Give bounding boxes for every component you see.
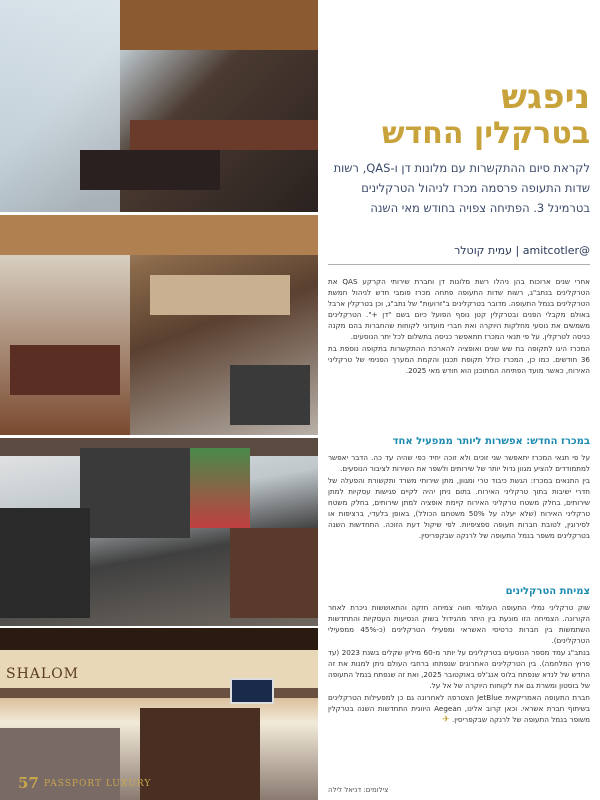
page-number: 57: [18, 774, 39, 792]
section2-heading: צמיחת הטרקלינים: [505, 586, 590, 597]
article-lede: לקראת סיום ההתקשרות עם מלונות דן ו-QAS, רשות שדות התעופה פרסמה מכרז לניהול הטרקלינים בטרמינל 3. הפתיחה צפויה בחודש מאי השנה: [333, 161, 590, 215]
airplane-icon: ✈: [442, 715, 450, 725]
section2-body: [328, 602, 590, 727]
photo-lounge-seating: [0, 215, 318, 435]
article-title-line1: ניפגש: [501, 77, 590, 117]
section2-paragraph: בנתב"ג עמד מספר הנוסעים בטרקלינים על יותר מ-60 מיליון שקלים בשנת 2023 (עד פרוץ המלחמה). בין הטרקלינים האחרונים שנפתחו ברחבי העולם ניתן למנות את זה החדש של לנדא שנפתח בלוס אנג'לס באוקטובר 2025, ואת זה שנפתח בנמל התעופה של בוסטון ומשרת גם את לקוחות היוקרה של אל על.: [328, 648, 591, 690]
photo-credit: צילומים: דניאל לילה: [328, 786, 389, 794]
section2-paragraph: [328, 692, 590, 726]
article-column: [328, 0, 590, 800]
section1-body: [328, 452, 590, 542]
section2-paragraph-text: חברת התעופה האמריקאית JetBlue הצטרפה לאחרונה גם כן למפעילות הטרקלינים בשיתוף חברת אשראי. וכאן קרוב אלינו, Aegean היוונית התחדשות השנה בטרקלין משופר בנמל התעופה של לרנקה שבקפריסין.: [328, 693, 590, 724]
article-title-line2: בטרקלין החדש: [381, 116, 590, 151]
section2-paragraph: שוק טרקליני נמלי התעופה העולמי חווה צמיחה חזקה והתאוששות ניכרת לאחר הקורונה. הצמיחה הזו מונעת בין היתר מהגידול בשוק הנסיעות העסקיות והתחדשות השתמשות בין חברות כרטיסי האשראי ומפעילי הטרקלינים (כ-45% ממפעילי הטרקלינים).: [328, 603, 591, 645]
intro-paragraph: אחרי שנים ארוכות בהן ניהלו רשת מלונות דן וחברת שירותי הקרקע QAS את הטרקלינים בנתב"ג, רשות שדות התעופה פתחה מכרז פומבי חדש לניהול חמשת הטרקלינים בנמל התעופה. מדובר בטרקלינים ב"זרועות" של נתב"ג, וכן בטרקלין ארבל באולם מקבלי הפנים ובטרקלין קטן נוסף הפועל כיום בשם "דן +". הטרקלינים משמשים את נוסעי מחלקות היוקרה ואת חברי מועדוני לקוחות שהחברות בהם מקנה כניסה לטרקלין. על פי תנאי המכרז תתאפשר כניסה בתשלום לכל יתר הנוסעים.: [328, 277, 590, 341]
photo-lounge-bar: [0, 438, 318, 626]
byline-divider: [328, 264, 590, 265]
photo-lounge-window: [0, 0, 318, 212]
brand-name: PASSPORT LUXURY: [44, 779, 152, 789]
intro-paragraph: המכרז היגו לתקופה בת שש שנים ואופציה להארכת ההתקשרות בתקופה נוספת בת 36 חודשים. כמו כן, המכרז כולל תקופת תכנון והקמת המערך הפנימי של טרקליני האירוח, כאשר מועד הפתיחה המתוכנן הוא חודש מאי 2025.: [328, 344, 590, 375]
photo-lounge-shalom: [0, 628, 318, 800]
section1-paragraph: על פי תנאי המכרז יתאפשר שני זוכים ולא זוכה יחיד כפי שהיה עד כה. הדבר יאפשר למתמודדים להציע מגוון גדול יותר של שירותים ולשפר את השירות לציבור הנוסעים.: [328, 453, 590, 473]
section1-heading: במכרז החדש: אפשרות ליותר ממפעיל אחד: [392, 436, 590, 447]
intro-body: [328, 276, 590, 377]
section1-paragraph: בין התנאים במכרז: הגשת כיבוד טרי ומגוון, מתן שירותי משרד ותקשורת והפעלה של חדרי ישיבות בתוך טרקליני האירוח. בתום ניתן יהיה לקיים פגישות עסקיות למתן שירותים, בחלק משטח טרקליני האירוח קיימת אופציה למתן שירותים, בחלק משטח טרקליני האירוח (שלא יעלה על 50% משטחם הכולל), באופן בלעדי, ברציפות או לסירוגין, לטובת חברות תעופה ספציפיות. לפי שיקול דעת הזוכה. התחדשות השנה בטרקלינים משפר בנמל התעופה של לרנקה שבקפריסין.: [328, 476, 590, 540]
article-byline: @amitcotler | עמית קוטלר: [454, 244, 590, 257]
lounge-sign: SHALOM: [6, 666, 80, 682]
